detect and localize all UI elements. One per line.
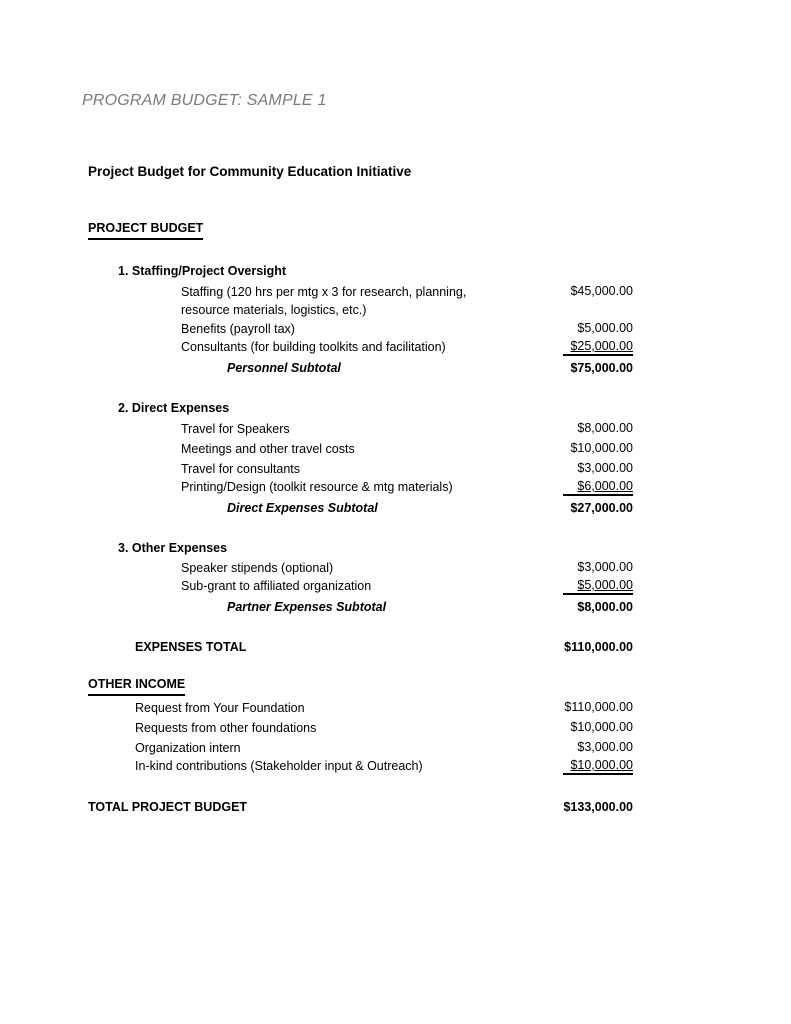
income-item-amount: $10,000.00 <box>570 720 633 734</box>
line-item-label: Printing/Design (toolkit resource & mtg materials) <box>181 480 453 494</box>
income-item-label: Request from Your Foundation <box>135 701 305 715</box>
line-item-amount: $5,000.00 <box>577 321 633 335</box>
line-item-label: Staffing (120 hrs per mtg x 3 for research, planning, <box>181 285 467 299</box>
subtotal-rule <box>563 494 633 496</box>
line-item-label: Travel for Speakers <box>181 422 290 436</box>
category-staffing-heading: 1. Staffing/Project Oversight <box>118 264 287 278</box>
subtotal-amount: $75,000.00 <box>570 361 633 375</box>
subtotal-amount: $27,000.00 <box>570 501 633 515</box>
line-item-amount: $3,000.00 <box>577 560 633 574</box>
line-item-label: Speaker stipends (optional) <box>181 561 334 575</box>
income-item-amount: $10,000.00 <box>570 758 633 772</box>
income-total-rule <box>563 773 633 775</box>
line-item-amount: $5,000.00 <box>577 578 633 592</box>
grand-total-amount: $133,000.00 <box>563 800 633 814</box>
line-item-amount: $6,000.00 <box>577 479 633 493</box>
income-item-label: In-kind contributions (Stakeholder input & Outreach) <box>135 759 423 773</box>
income-item-amount: $110,000.00 <box>564 700 633 714</box>
project-budget-heading: PROJECT BUDGET <box>88 221 203 240</box>
document-title: PROGRAM BUDGET: SAMPLE 1 <box>82 92 327 109</box>
line-item-label: Consultants (for building toolkits and facilitation) <box>181 340 446 354</box>
line-item-amount: $10,000.00 <box>570 441 633 455</box>
line-item-amount: $8,000.00 <box>577 421 633 435</box>
line-item-label: Meetings and other travel costs <box>181 442 355 456</box>
subtotal-label: Personnel Subtotal <box>227 361 341 375</box>
subtotal-label: Direct Expenses Subtotal <box>227 501 378 515</box>
subtotal-label: Partner Expenses Subtotal <box>227 600 387 614</box>
line-item-label-continued: resource materials, logistics, etc.) <box>181 303 367 317</box>
subtotal-amount: $8,000.00 <box>577 600 633 614</box>
line-item-amount: $45,000.00 <box>570 284 633 298</box>
income-item-label: Requests from other foundations <box>135 721 317 735</box>
line-item-amount: $3,000.00 <box>577 461 633 475</box>
line-item-label: Travel for consultants <box>181 462 301 476</box>
category-other-expenses-heading: 3. Other Expenses <box>118 541 228 555</box>
subtotal-rule <box>563 354 633 356</box>
line-item-label: Benefits (payroll tax) <box>181 322 295 336</box>
line-item-label: Sub-grant to affiliated organization <box>181 579 372 593</box>
income-item-amount: $3,000.00 <box>577 740 633 754</box>
category-direct-expenses-heading: 2. Direct Expenses <box>118 401 230 415</box>
line-item-amount: $25,000.00 <box>570 339 633 353</box>
subtotal-rule <box>563 593 633 595</box>
other-income-heading: OTHER INCOME <box>88 677 185 696</box>
expenses-total-label: EXPENSES TOTAL <box>135 640 247 654</box>
expenses-total-amount: $110,000.00 <box>564 640 633 654</box>
document-subtitle: Project Budget for Community Education Initiative <box>88 164 412 179</box>
grand-total-label: TOTAL PROJECT BUDGET <box>88 800 248 814</box>
income-item-label: Organization intern <box>135 741 241 755</box>
